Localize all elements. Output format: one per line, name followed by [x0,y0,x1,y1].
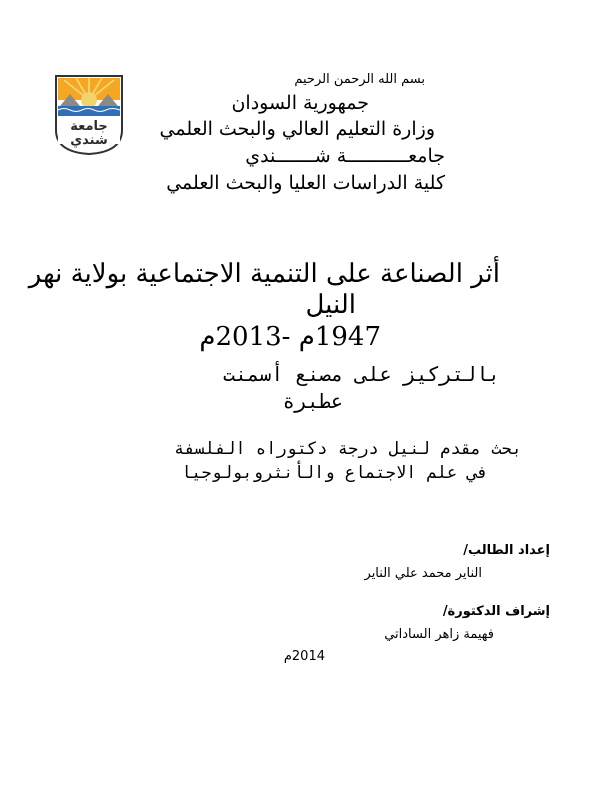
basmala: بسم الله الرحمن الرحيم [294,72,425,87]
shendi-university-logo-icon [52,72,126,156]
thesis-title-line-1: أثر الصناعة على التنمية الاجتماعية بولاية نهر [28,259,500,289]
republic-name: جمهورية السودان [231,92,369,114]
supervisor-name: فهيمة زاهر الساداتي [384,627,494,642]
thesis-focus-line-2: عطبرة [282,389,343,413]
degree-statement-line-1: بحث مقدم لنيل درجة دكتوراه الفلسفة [174,439,522,459]
ministry-name: وزارة التعليم العالي والبحث العلمي [159,118,435,140]
thesis-title-line-2: النيل [305,290,356,320]
supervised-by-label: إشراف الدكتورة/ [442,604,550,619]
college-name: كلية الدراسات العليا والبحث العلمي [166,172,445,194]
student-name: الناير محمد علي الناير [364,566,482,581]
thesis-period: 1947م -2013م [199,322,381,352]
university-name: جامعـــــــــــة شـــــــندي [245,145,445,167]
prepared-by-label: إعداد الطالب/ [463,543,550,558]
svg-text:جامعة: جامعة [70,119,108,134]
thesis-focus-line-1: بالتركيز على مصنع أسمنت [223,362,500,386]
degree-statement-line-2: في علم الاجتماع والأنثروبولوجيا [180,463,488,483]
submission-year: 2014م [283,649,325,664]
svg-text:شندي: شندي [70,133,108,148]
